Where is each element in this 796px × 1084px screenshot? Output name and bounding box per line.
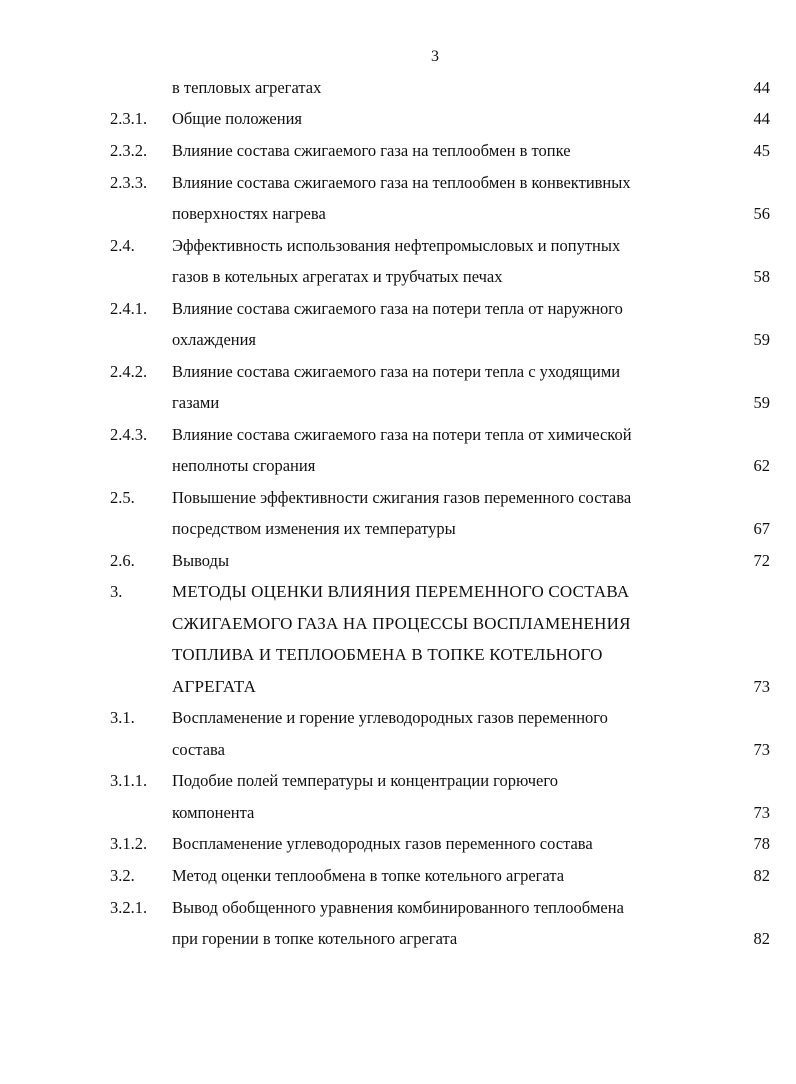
toc-page-number: 67	[753, 519, 770, 538]
toc-section-number: 3.1.	[110, 708, 135, 727]
toc-line	[0, 74, 796, 102]
toc-section-number: 2.4.2.	[110, 362, 148, 381]
toc-section-title: АГРЕГАТА	[172, 677, 257, 696]
toc-section-title: компонента	[172, 803, 255, 822]
toc-page-number: 82	[753, 866, 770, 885]
toc-line	[0, 326, 796, 354]
toc-section-number: 3.2.1.	[110, 898, 148, 917]
toc-line	[0, 389, 796, 417]
toc-section-title: Влияние состава сжигаемого газа на теплообмен в конвективных	[172, 173, 631, 192]
toc-section-title: Влияние состава сжигаемого газа на потери тепла с уходящими	[172, 362, 621, 381]
toc-line	[0, 515, 796, 543]
toc-line	[0, 641, 796, 669]
toc-section-number: 2.4.1.	[110, 299, 148, 318]
toc-line	[0, 232, 796, 260]
toc-section-title: Выводы	[172, 551, 230, 570]
toc-page-number: 73	[753, 803, 770, 822]
toc-section-number: 2.3.3.	[110, 173, 148, 192]
toc-page-number: 45	[753, 141, 770, 160]
toc-line	[0, 263, 796, 291]
toc-line	[0, 736, 796, 764]
toc-page-number: 73	[753, 677, 770, 696]
page-number: 3	[431, 48, 439, 65]
toc-section-number: 2.3.2.	[110, 141, 148, 160]
toc-line	[0, 830, 796, 858]
toc-line	[0, 704, 796, 732]
toc-line	[0, 452, 796, 480]
toc-line	[0, 295, 796, 323]
toc-page-number: 56	[753, 204, 770, 223]
toc-line	[0, 799, 796, 827]
toc-section-number: 2.6.	[110, 551, 135, 570]
toc-line	[0, 421, 796, 449]
toc-page-number: 78	[753, 834, 770, 853]
toc-section-number: 3.	[110, 582, 123, 601]
toc-page-number: 44	[753, 109, 770, 128]
toc-line	[0, 137, 796, 165]
toc-section-title: Эффективность использования нефтепромысловых и попутных	[172, 236, 621, 255]
toc-section-number: 2.3.1.	[110, 109, 148, 128]
toc-section-title: неполноты сгорания	[172, 456, 316, 475]
toc-section-title: состава	[172, 740, 225, 759]
toc-section-title: Подобие полей температуры и концентрации горючего	[172, 771, 558, 790]
toc-section-title: ТОПЛИВА И ТЕПЛООБМЕНА В ТОПКЕ КОТЕЛЬНОГО	[172, 645, 603, 664]
toc-section-number: 2.4.3.	[110, 425, 148, 444]
toc-line	[0, 547, 796, 575]
toc-line	[0, 925, 796, 953]
toc-line	[0, 578, 796, 606]
toc-section-title: Влияние состава сжигаемого газа на потери тепла от наружного	[172, 299, 623, 318]
toc-page-number: 59	[753, 330, 770, 349]
toc-section-number: 2.5.	[110, 488, 135, 507]
toc-line	[0, 200, 796, 228]
toc-section-title: Влияние состава сжигаемого газа на потери тепла от химической	[172, 425, 632, 444]
toc-section-title: в тепловых агрегатах	[172, 78, 322, 97]
toc-section-title: Общие положения	[172, 109, 302, 128]
toc-section-number: 3.2.	[110, 866, 135, 885]
toc-line	[0, 862, 796, 890]
toc-page-number: 44	[753, 78, 770, 97]
toc-page-number: 82	[753, 929, 770, 948]
toc-line	[0, 610, 796, 638]
toc-line	[0, 169, 796, 197]
toc-section-number: 2.4.	[110, 236, 135, 255]
toc-section-number: 3.1.1.	[110, 771, 148, 790]
toc-page-number: 73	[753, 740, 770, 759]
toc-section-title: СЖИГАЕМОГО ГАЗА НА ПРОЦЕССЫ ВОСПЛАМЕНЕНИЯ	[172, 614, 631, 633]
toc-section-title: Повышение эффективности сжигания газов переменного состава	[172, 488, 632, 507]
toc-page-number: 59	[753, 393, 770, 412]
toc-line	[0, 105, 796, 133]
toc-section-title: поверхностях нагрева	[172, 204, 326, 223]
toc-section-title: Влияние состава сжигаемого газа на теплообмен в топке	[172, 141, 571, 160]
toc-section-title: при горении в топке котельного агрегата	[172, 929, 458, 948]
toc-line	[0, 673, 796, 701]
toc-section-number: 3.1.2.	[110, 834, 148, 853]
toc-section-title: Вывод обобщенного уравнения комбинированного теплообмена	[172, 898, 624, 917]
toc-line	[0, 894, 796, 922]
toc-line	[0, 767, 796, 795]
toc-section-title: МЕТОДЫ ОЦЕНКИ ВЛИЯНИЯ ПЕРЕМЕННОГО СОСТАВА	[172, 582, 630, 601]
toc-section-title: Метод оценки теплообмена в топке котельного агрегата	[172, 866, 565, 885]
toc-line	[0, 358, 796, 386]
toc-line	[0, 484, 796, 512]
toc-section-title: Воспламенение и горение углеводородных газов переменного	[172, 708, 608, 727]
toc-page-number: 62	[753, 456, 770, 475]
toc-section-title: посредством изменения их температуры	[172, 519, 456, 538]
toc-section-title: Воспламенение углеводородных газов переменного состава	[172, 834, 593, 853]
toc-section-title: газов в котельных агрегатах и трубчатых печах	[172, 267, 503, 286]
toc-section-title: охлаждения	[172, 330, 257, 349]
toc-page-number: 58	[753, 267, 770, 286]
toc-section-title: газами	[172, 393, 220, 412]
toc-page-number: 72	[753, 551, 770, 570]
